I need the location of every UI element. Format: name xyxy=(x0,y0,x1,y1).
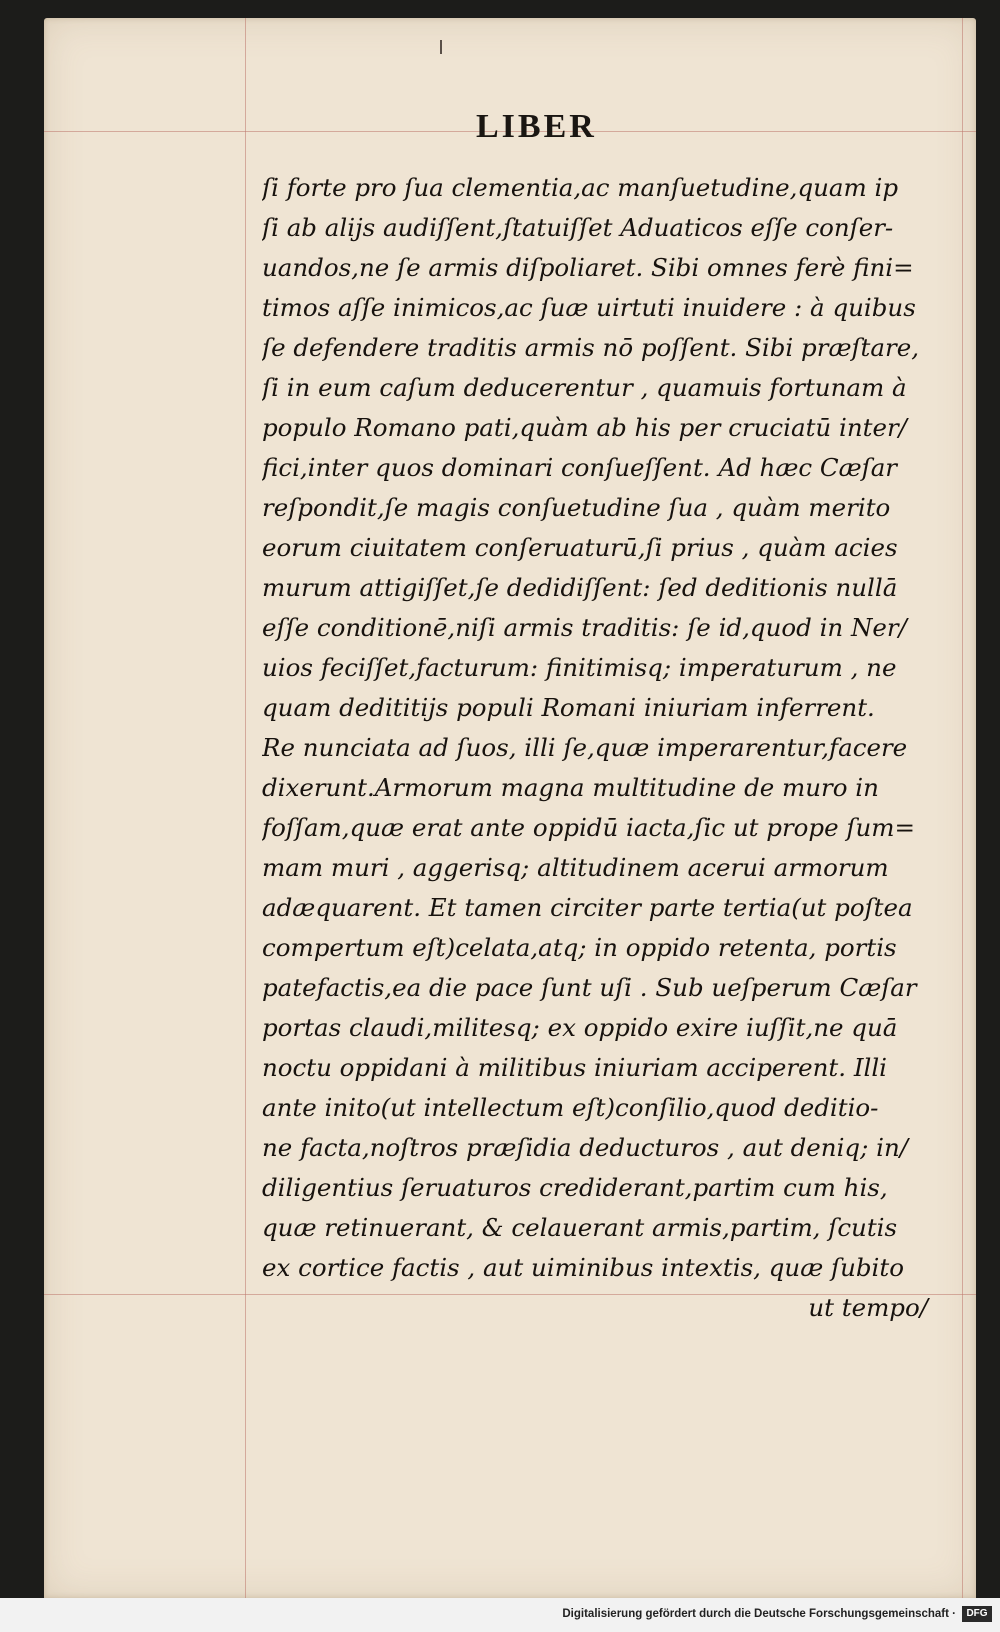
text-block xyxy=(262,168,942,1328)
text-line: quæ retinuerant, & celauerant armis,partim, ſcutis xyxy=(262,1213,898,1242)
text-line: ante inito(ut intellectum eſt)conſilio,quod deditio- xyxy=(262,1093,879,1122)
text-line: compertum eſt)celata,atq; in oppido retenta, portis xyxy=(262,933,897,962)
ruled-line-left xyxy=(245,18,246,1598)
text-line: patefactis,ea die pace ſunt uſi . Sub ueſperum Cæſar xyxy=(262,973,917,1002)
text-line: ſe defendere traditis armis nō poſſent. Sibi præſtare, xyxy=(262,333,919,362)
text-line: uandos,ne ſe armis diſpoliaret. Sibi omnes ferè fini= xyxy=(262,253,914,282)
digitization-credit: Digitalisierung gefördert durch die Deutsche Forschungsgemeinschaft · xyxy=(562,1608,956,1620)
ink-mark xyxy=(440,40,442,54)
text-line: eſſe conditionē,niſi armis traditis: ſe id,quod in Ner/ xyxy=(262,613,907,642)
text-line: ut tempo/ xyxy=(808,1293,928,1322)
text-line: ne facta,noſtros præſidia deducturos , aut deniq; in/ xyxy=(262,1133,909,1162)
ruled-line-right xyxy=(962,18,963,1598)
text-line: portas claudi,militesq; ex oppido exire iuſſit,ne quā xyxy=(262,1013,898,1042)
text-line: mam muri , aggerisq; altitudinem acerui armorum xyxy=(262,853,889,882)
text-line: ex cortice factis , aut uiminibus intextis, quæ ſubito xyxy=(262,1253,904,1282)
text-line: adæquarent. Et tamen circiter parte tertia(ut poſtea xyxy=(262,893,913,922)
text-line: foſſam,quæ erat ante oppidū iacta,ſic ut prope ſum= xyxy=(262,813,915,842)
text-line: ſi forte pro ſua clementia,ac manſuetudine,quam ip xyxy=(262,173,899,202)
text-line: populo Romano pati,quàm ab his per cruciatū inter/ xyxy=(262,413,907,442)
text-line: ſi in eum caſum deducerentur , quamuis fortunam à xyxy=(262,373,907,402)
text-line: uios feciſſet,facturum: finitimisq; imperaturum , ne xyxy=(262,653,897,682)
dfg-logo: DFG xyxy=(962,1606,992,1622)
text-line: noctu oppidani à militibus iniuriam acciperent. Illi xyxy=(262,1053,888,1082)
text-line: ſi ab alijs audiſſent,ſtatuiſſet Aduaticos eſſe conſer- xyxy=(262,213,894,242)
text-line: murum attigiſſet,ſe dedidiſſent: ſed deditionis nullā xyxy=(262,573,898,602)
text-line: timos aſſe inimicos,ac ſuæ uirtuti inuidere : à quibus xyxy=(262,293,916,322)
text-line: fici,inter quos dominari conſueſſent. Ad hæc Cæſar xyxy=(262,453,898,482)
running-head: LIBER xyxy=(476,108,597,145)
text-line: quam dedititijs populi Romani iniuriam inferrent. xyxy=(262,693,875,722)
footer-bar xyxy=(0,1598,1000,1632)
text-line: reſpondit,ſe magis conſuetudine ſua , quàm merito xyxy=(262,493,891,522)
text-line: Re nunciata ad ſuos, illi ſe,quæ imperarentur,facere xyxy=(262,733,908,762)
text-line: dixerunt.Armorum magna multitudine de muro in xyxy=(262,773,879,802)
text-line: diligentius ſeruaturos crediderant,partim cum his, xyxy=(262,1173,888,1202)
text-line: eorum ciuitatem conſeruaturū,ſi prius , quàm acies xyxy=(262,533,898,562)
